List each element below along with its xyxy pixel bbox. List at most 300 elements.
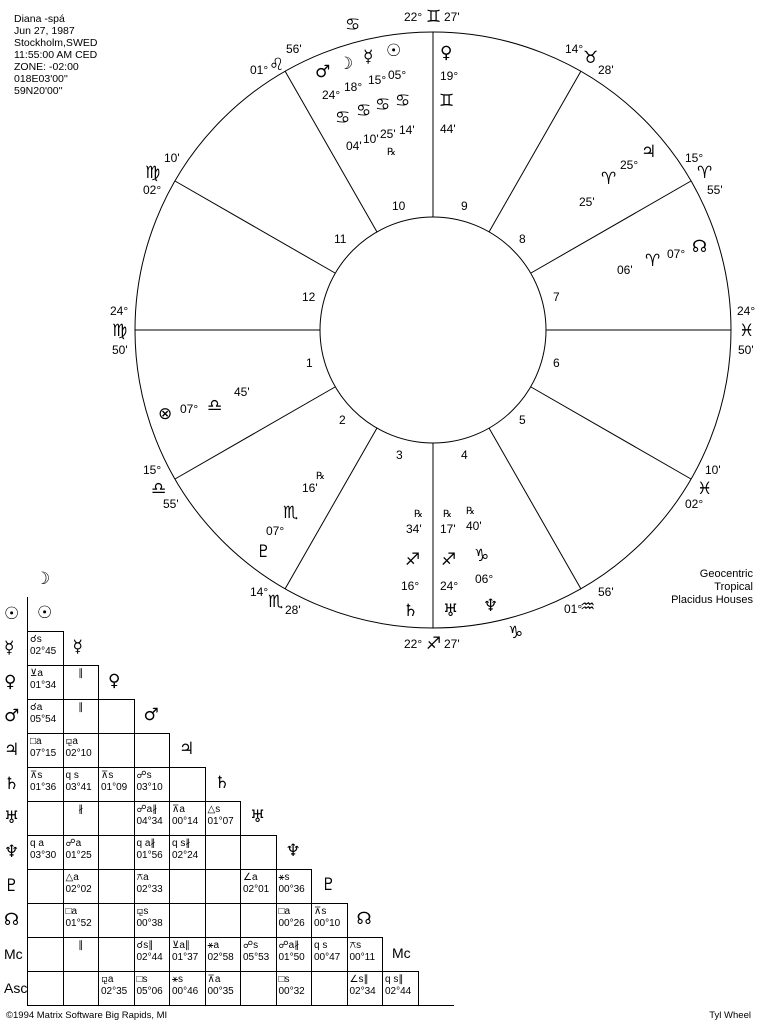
- mc-minutes: 27': [444, 10, 460, 24]
- aspect-col-label-mars-icon: ♂: [143, 705, 159, 725]
- aspect-cell-diagonal: [418, 971, 455, 1006]
- cusp5-degree: 01°: [564, 602, 583, 616]
- aspect-cell: [205, 869, 242, 904]
- aspect-cell: [169, 971, 206, 1006]
- aspect-col-label-mc: Mc: [392, 945, 411, 961]
- aspect-cell-diagonal: [169, 733, 206, 768]
- aspect-orb: 00°32: [278, 986, 305, 997]
- node-degree: 07°: [667, 247, 686, 261]
- aspect-orb: 03°41: [65, 782, 92, 793]
- aspect-orb: 02°01: [243, 884, 270, 895]
- aspect-col-label-moon-icon: ☽: [35, 569, 51, 589]
- aspect-orb: 00°46: [172, 986, 199, 997]
- uranus-degree: 24°: [440, 579, 459, 593]
- chart-settings-legend: [640, 568, 753, 607]
- aspect-orb: 02°02: [65, 884, 92, 895]
- aspect-orb: 00°47: [314, 952, 341, 963]
- cancer-sign-icon: ♋: [345, 15, 361, 35]
- aspect-orb: 00°36: [278, 884, 305, 895]
- house-number-6: 6: [553, 356, 560, 370]
- house-number-3: 3: [396, 448, 403, 462]
- aspect-cell: [63, 733, 100, 768]
- cusp-line-6: [531, 387, 691, 479]
- sun-sign-cancer-icon: ♋: [395, 91, 411, 111]
- aspect-cell: [27, 801, 64, 836]
- aspect-col-label-jupiter-icon: ♃: [179, 739, 195, 759]
- aspect-cell: [169, 903, 206, 938]
- aspect-type: ∥: [78, 702, 84, 713]
- moon-minutes: 10': [363, 132, 379, 146]
- aspect-col-label-saturn-icon: ♄: [214, 773, 230, 793]
- part-of-fortune-icon: ⊗: [158, 404, 173, 424]
- legend-tropical: Tropical: [714, 581, 753, 593]
- info-time: 11:55:00 AM CED: [14, 49, 98, 61]
- aspect-type: □a: [65, 906, 78, 917]
- aspect-cell: [63, 665, 100, 700]
- aspect-orb: 01°50: [278, 952, 305, 963]
- cusp8-minutes: 55': [707, 183, 723, 197]
- cusp6-minutes: 10': [705, 463, 721, 477]
- pluto-degree: 07°: [266, 524, 285, 538]
- asc-minutes: 50': [112, 343, 128, 357]
- cusp9-sign-taurus-icon: ♉: [583, 48, 599, 68]
- wheel-style-footer: Tyl Wheel: [709, 1010, 751, 1021]
- dsc-sign-pisces-icon: ♓: [739, 321, 755, 341]
- house-number-11: 11: [334, 232, 347, 246]
- aspect-cell: [98, 903, 135, 938]
- aspect-cell: [169, 801, 206, 836]
- aspect-type: ⊼a: [207, 974, 221, 985]
- mars-degree: 24°: [322, 88, 341, 102]
- info-name: Diana -spá: [14, 13, 65, 25]
- copyright-footer: ©1994 Matrix Software Big Rapids, MI: [6, 1010, 168, 1021]
- aspect-type: ⚼s: [136, 906, 149, 917]
- saturn-retrograde-icon: ℞: [414, 509, 423, 520]
- aspect-type: ∥: [78, 940, 84, 951]
- aspect-cell: [134, 733, 171, 768]
- aspect-type: □a: [278, 906, 291, 917]
- info-zone: ZONE: -02:00: [14, 61, 79, 73]
- aspect-cell: [98, 869, 135, 904]
- aspect-type: q s: [65, 770, 79, 781]
- aspect-type: q s∦: [172, 838, 191, 849]
- aspect-orb: 01°07: [207, 816, 234, 827]
- asc-degree: 24°: [110, 304, 129, 318]
- aspect-type: □s: [136, 974, 148, 985]
- aspect-cell: [276, 937, 313, 972]
- aspect-cell: [205, 903, 242, 938]
- house-number-8: 8: [519, 232, 526, 246]
- aspect-col-label-pluto-icon: ♇: [321, 875, 337, 895]
- house-number-2: 2: [339, 413, 346, 427]
- aspect-type: ⚻a: [136, 872, 149, 883]
- ic-sign-sagittarius-icon: ♐: [426, 634, 442, 654]
- cusp8-sign-aries-icon: ♈: [697, 163, 713, 183]
- aspect-orb: 02°34: [349, 986, 376, 997]
- venus-icon: ♀: [440, 43, 453, 63]
- aspect-row-label-neptune-icon: ♆: [4, 842, 20, 862]
- aspect-orb: 04°34: [136, 816, 163, 827]
- cusp8-degree: 15°: [685, 151, 704, 165]
- neptune-minutes: 40': [466, 519, 482, 533]
- aspect-cell: [169, 937, 206, 972]
- aspect-cell: [276, 903, 313, 938]
- mars-sign-cancer-icon: ♋: [335, 108, 351, 128]
- mars-icon: ♂: [315, 62, 331, 82]
- sun-degree: 05°: [388, 68, 407, 82]
- aspect-cell: [27, 631, 64, 666]
- cusp12-degree: 02°: [143, 183, 162, 197]
- jupiter-sign-aries-icon: ♈: [601, 169, 617, 189]
- cusp5-minutes: 56': [598, 585, 614, 599]
- uranus-sign-sagittarius-icon: ♐: [441, 550, 457, 570]
- aspect-orb: 01°09: [101, 782, 128, 793]
- pof-degree: 07°: [180, 402, 199, 416]
- aspect-cell-diagonal: [134, 699, 171, 734]
- aspect-orb: 01°56: [136, 850, 163, 861]
- cusp-line-9: [489, 71, 581, 232]
- cusp6-degree: 02°: [685, 497, 704, 511]
- aspect-cell: [27, 937, 64, 972]
- aspect-row-label-mc: Mc: [4, 946, 23, 962]
- aspect-cell: [63, 971, 100, 1006]
- neptune-sign-capricorn-icon: ♑: [474, 546, 490, 566]
- aspect-orb: 02°33: [136, 884, 163, 895]
- aspect-cell: [27, 903, 64, 938]
- aspect-cell: [27, 971, 64, 1006]
- aspect-cell: [205, 937, 242, 972]
- aspect-orb: 07°15: [30, 748, 57, 759]
- aspect-cell: [134, 835, 171, 870]
- aspect-cell-diagonal: [98, 665, 135, 700]
- info-place: Stockholm,SWED: [14, 37, 98, 49]
- aspect-type: ⚼a: [65, 736, 78, 747]
- cusp-line-2: [175, 387, 335, 479]
- aspect-cell: [240, 937, 277, 972]
- aspect-type: q s∥: [385, 974, 404, 985]
- aspect-cell: [240, 971, 277, 1006]
- aspect-orb: 02°44: [136, 952, 163, 963]
- pluto-icon: ♇: [256, 542, 272, 562]
- aspect-type: △a: [65, 872, 79, 883]
- aspect-type: ⚼a: [101, 974, 114, 985]
- aspect-cell: [27, 835, 64, 870]
- saturn-icon: ♄: [403, 601, 419, 621]
- house-number-12: 12: [302, 290, 316, 304]
- aspect-type: ⚹a: [207, 940, 220, 951]
- aspect-cell: [205, 971, 242, 1006]
- aspect-type: ☍a: [65, 838, 82, 849]
- house-numbers: [302, 199, 560, 462]
- aspect-cell: [382, 971, 419, 1006]
- aspect-orb: 00°35: [207, 986, 234, 997]
- mercury-minutes: 25': [380, 127, 396, 141]
- aspect-cell: [98, 937, 135, 972]
- cusp5-sign-aquarius-icon: ♒: [580, 597, 596, 617]
- aspect-cell: [311, 903, 348, 938]
- cusp-line-12: [175, 181, 335, 273]
- aspect-cell-diagonal: [311, 869, 348, 904]
- sun-icon: ☉: [386, 41, 402, 61]
- aspect-col-label-venus-icon: ♀: [108, 671, 121, 691]
- aspect-type: ☍s: [243, 940, 259, 951]
- capricorn-sign-icon: ♑: [508, 623, 524, 643]
- cusp2-minutes: 55': [163, 497, 179, 511]
- cusp-line-3: [285, 428, 377, 589]
- aspect-type: q a: [30, 838, 44, 849]
- aspect-cell: [347, 937, 384, 972]
- aspect-col-label-sun-icon: ☉: [37, 603, 53, 623]
- house-number-7: 7: [553, 290, 560, 304]
- aspect-type: ⊼s: [314, 906, 327, 917]
- aspect-row-label-asc: Asc: [4, 980, 28, 996]
- aspect-type: ☍a∦: [136, 804, 158, 815]
- aspect-orb: 02°35: [101, 986, 128, 997]
- neptune-retrograde-icon: ℞: [466, 506, 475, 517]
- aspect-type: ⊼a: [172, 804, 185, 815]
- aspect-type: ∠a: [243, 872, 258, 883]
- pof-sign-libra-icon: ♎: [207, 396, 223, 416]
- sun-minutes: 14': [399, 123, 415, 137]
- inner-circle: [320, 217, 546, 443]
- cusp3-degree: 14°: [250, 585, 269, 599]
- aspect-type: ⊻a: [30, 668, 43, 679]
- info-date: Jun 27, 1987: [14, 25, 75, 37]
- info-latitude: 59N20'00'': [14, 85, 63, 97]
- aspect-cell: [276, 869, 313, 904]
- aspect-type: q a∦: [136, 838, 156, 849]
- aspect-cell: [98, 801, 135, 836]
- saturn-degree: 16°: [401, 579, 420, 593]
- aspect-type: ☌s: [30, 634, 42, 645]
- aspect-type: ∦: [78, 804, 84, 815]
- venus-minutes: 44': [440, 122, 456, 136]
- legend-geocentric: Geocentric: [699, 568, 753, 580]
- aspect-type: ∠s∥: [349, 974, 369, 985]
- aspect-type: □a: [30, 736, 42, 747]
- aspect-cell: [63, 869, 100, 904]
- mercury-sign-cancer-icon: ♋: [375, 95, 391, 115]
- house-number-4: 4: [461, 448, 468, 462]
- aspect-row-label-node-icon: ☊: [4, 910, 20, 930]
- aspect-type: ⚹s: [172, 974, 183, 985]
- aspect-cell: [205, 801, 242, 836]
- aspect-orb: 01°34: [30, 680, 57, 691]
- aspect-cell: [134, 869, 171, 904]
- aspect-cell: [98, 971, 135, 1006]
- house-number-10: 10: [392, 199, 406, 213]
- aspect-orb: 05°53: [243, 952, 270, 963]
- jupiter-minutes: 25': [579, 195, 595, 209]
- aspect-cell: [63, 801, 100, 836]
- asc-sign-virgo-icon: ♍: [112, 321, 128, 341]
- aspect-cell: [27, 665, 64, 700]
- aspect-orb: 00°10: [314, 918, 341, 929]
- aspect-col-label-mercury-icon: ☿: [72, 637, 83, 657]
- aspect-orb: 00°11: [349, 952, 376, 963]
- aspect-orb: 01°25: [65, 850, 92, 861]
- cusp3-sign-scorpio-icon: ♏: [268, 592, 284, 612]
- house-number-9: 9: [461, 199, 468, 213]
- aspect-cell: [311, 937, 348, 972]
- pof-minutes: 45': [234, 385, 250, 399]
- aspect-orb: 00°14: [172, 816, 199, 827]
- aspect-col-label-node-icon: ☊: [356, 909, 372, 929]
- aspect-orb: 02°45: [30, 646, 57, 657]
- aspect-cell: [134, 937, 171, 972]
- aspect-cell-diagonal: [240, 801, 277, 836]
- aspect-col-label-uranus-icon: ♅: [250, 807, 266, 827]
- aspect-orb: 03°30: [30, 850, 57, 861]
- neptune-degree: 06°: [475, 572, 494, 586]
- aspect-orb: 01°52: [65, 918, 92, 929]
- aspect-cell: [63, 937, 100, 972]
- cusp-line-5: [489, 428, 581, 589]
- aspect-row-label-pluto-icon: ♇: [4, 876, 20, 896]
- aspect-cell: [27, 733, 64, 768]
- legend-house-system: Placidus Houses: [671, 594, 753, 606]
- aspect-cell: [134, 903, 171, 938]
- aspect-orb: 00°38: [136, 918, 163, 929]
- aspect-col-label-undefined-icon: [421, 973, 455, 977]
- aspect-cell-diagonal: [382, 937, 419, 972]
- aspect-cell: [169, 835, 206, 870]
- neptune-icon: ♆: [483, 596, 499, 616]
- saturn-sign-sagittarius-icon: ♐: [405, 550, 421, 570]
- moon-icon: ☽: [338, 54, 354, 74]
- cusp11-degree: 01°: [250, 63, 269, 77]
- aspect-cell: [98, 835, 135, 870]
- pluto-sign-scorpio-icon: ♏: [283, 503, 299, 523]
- dsc-degree: 24°: [737, 304, 756, 318]
- aspect-cell: [63, 767, 100, 802]
- aspect-row-label-uranus-icon: ♅: [4, 808, 20, 828]
- aspect-cell: [205, 835, 242, 870]
- aspect-cell: [63, 903, 100, 938]
- cusp3-minutes: 28': [285, 603, 301, 617]
- cusp12-minutes: 10': [164, 151, 180, 165]
- mercury-degree: 15°: [368, 73, 387, 87]
- ic-degree: 22°: [404, 637, 423, 651]
- aspect-cell-diagonal: [63, 631, 100, 666]
- aspect-type: ⊻a∥: [172, 940, 190, 951]
- mc-degree: 22°: [404, 10, 423, 24]
- jupiter-icon: ♃: [641, 142, 657, 162]
- venus-degree: 19°: [440, 69, 459, 83]
- aspect-orb: 03°10: [136, 782, 163, 793]
- aspect-type: ☌a: [30, 702, 43, 713]
- aspect-orb: 02°44: [385, 986, 412, 997]
- aspect-row-label-saturn-icon: ♄: [4, 774, 20, 794]
- aspect-orb: 01°37: [172, 952, 199, 963]
- aspect-orb: 05°54: [30, 714, 57, 725]
- ic-minutes: 27': [444, 637, 460, 651]
- info-longitude: 018E03'00'': [14, 73, 68, 85]
- mercury-retrograde-icon: ℞: [387, 147, 396, 158]
- aspect-type: ☍s: [136, 770, 152, 781]
- aspect-cell: [169, 767, 206, 802]
- wheel-structure: [135, 32, 731, 628]
- cusp11-minutes: 56': [286, 42, 302, 56]
- aspect-cell: [276, 971, 313, 1006]
- aspect-cell: [27, 767, 64, 802]
- cusp6-sign-pisces-icon: ♓: [697, 479, 713, 499]
- aspect-orb: 02°24: [172, 850, 199, 861]
- aspect-orb: 05°06: [136, 986, 163, 997]
- venus-sign-gemini-icon: ♊: [439, 91, 455, 111]
- aspect-cell: [63, 699, 100, 734]
- jupiter-degree: 25°: [620, 158, 639, 172]
- cusp9-degree: 14°: [565, 42, 584, 56]
- aspect-row-label-mercury-icon: ☿: [4, 638, 15, 658]
- aspect-cell-diagonal: [347, 903, 384, 938]
- aspect-col-label-neptune-icon: ♆: [285, 841, 301, 861]
- uranus-minutes: 17': [440, 522, 456, 536]
- dsc-minutes: 50': [738, 343, 754, 357]
- aspect-type: ☍a∦: [278, 940, 300, 951]
- cusp9-minutes: 28': [598, 63, 614, 77]
- aspect-orb: 00°26: [278, 918, 305, 929]
- aspect-cell: [311, 971, 348, 1006]
- aspect-row-label-venus-icon: ♀: [4, 672, 17, 692]
- aspect-type: ⊼s: [30, 770, 43, 781]
- aspect-cell: [240, 835, 277, 870]
- saturn-minutes: 34': [406, 522, 422, 536]
- aspect-type: △s: [207, 804, 221, 815]
- uranus-retrograde-icon: ℞: [443, 509, 452, 520]
- aspect-type: ⚻s: [349, 940, 362, 951]
- aspect-cell-diagonal: [276, 835, 313, 870]
- aspect-type: ☌s∥: [136, 940, 154, 951]
- aspect-cell: [134, 801, 171, 836]
- moon-degree: 18°: [344, 80, 363, 94]
- aspect-cell: [240, 869, 277, 904]
- moon-sign-cancer-icon: ♋: [356, 101, 372, 121]
- aspect-cell: [98, 699, 135, 734]
- pluto-retrograde-icon: ℞: [316, 471, 325, 482]
- cusp2-sign-libra-icon: ♎: [151, 479, 167, 499]
- aspect-cell-diagonal: [27, 597, 64, 632]
- aspect-orb: 02°10: [65, 748, 92, 759]
- cusp2-degree: 15°: [143, 463, 162, 477]
- aspect-row-label-jupiter-icon: ♃: [4, 740, 20, 760]
- node-minutes: 06': [617, 263, 633, 277]
- uranus-icon: ♅: [443, 601, 459, 621]
- mars-minutes: 04': [346, 139, 362, 153]
- aspect-cell: [347, 971, 384, 1006]
- house-number-1: 1: [306, 356, 313, 370]
- mercury-icon: ☿: [363, 47, 374, 67]
- aspect-cell: [27, 699, 64, 734]
- cusp12-sign-virgo-icon: ♍: [145, 163, 161, 183]
- cusp11-sign-leo-icon: ♌: [269, 55, 285, 75]
- node-sign-aries-icon: ♈: [645, 251, 661, 271]
- aspect-cell: [134, 767, 171, 802]
- aspect-cell: [27, 869, 64, 904]
- house-number-5: 5: [519, 413, 526, 427]
- aspect-cell: [98, 733, 135, 768]
- aspect-type: q s: [314, 940, 328, 951]
- aspect-type: ⚹s: [278, 872, 290, 883]
- aspect-type: ⊼s: [101, 770, 114, 781]
- aspect-row-label-sun-icon: ☉: [4, 604, 20, 624]
- node-icon: ☊: [692, 237, 708, 257]
- aspect-type: □s: [278, 974, 290, 985]
- aspect-cell: [98, 767, 135, 802]
- pluto-minutes: 16': [302, 481, 318, 495]
- aspect-cell-diagonal: [205, 767, 242, 802]
- aspect-cell: [63, 835, 100, 870]
